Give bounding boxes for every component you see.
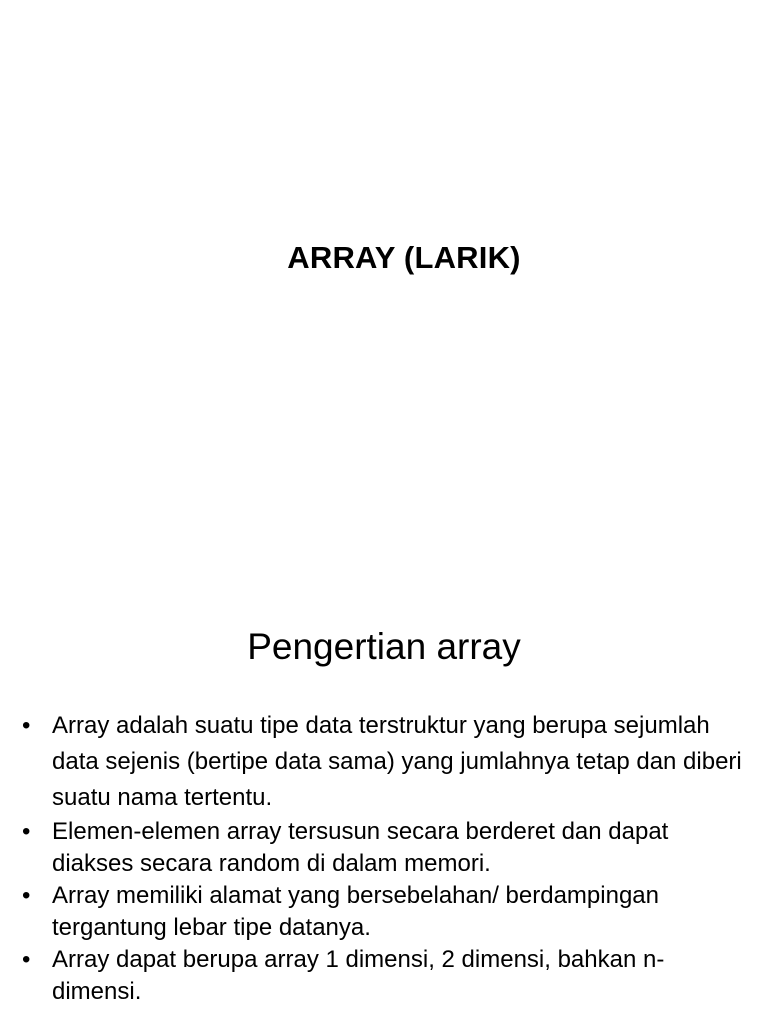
bullet-list bbox=[0, 708, 768, 1008]
bullet-dot-icon: • bbox=[22, 712, 31, 739]
bullet-dot-icon: • bbox=[22, 946, 31, 973]
bullet-text: Array adalah suatu tipe data terstruktur yang berupa sejumlah data sejenis (bertipe data sama) yang jumlahnya tetap dan diberi suatu nama tertentu. bbox=[52, 712, 742, 811]
bullet-dot-icon: • bbox=[22, 818, 31, 845]
bullet-dot-icon: • bbox=[22, 882, 31, 909]
bullet-item bbox=[0, 880, 768, 944]
slide-definition bbox=[0, 580, 768, 1024]
bullet-item bbox=[0, 944, 768, 1008]
slide-definition-heading: Pengertian array bbox=[247, 626, 521, 667]
bullet-item bbox=[0, 708, 768, 816]
bullet-item bbox=[0, 816, 768, 880]
bullet-text: Array dapat berupa array 1 dimensi, 2 dimensi, bahkan n-dimensi. bbox=[52, 946, 665, 1005]
bullet-text: Elemen-elemen array tersusun secara berderet dan dapat diakses secara random di dalam memori. bbox=[52, 818, 669, 877]
slide-title-heading: ARRAY (LARIK) bbox=[287, 240, 521, 275]
bullet-text: Array memiliki alamat yang bersebelahan/ berdampingan tergantung lebar tipe datanya. bbox=[52, 882, 659, 941]
